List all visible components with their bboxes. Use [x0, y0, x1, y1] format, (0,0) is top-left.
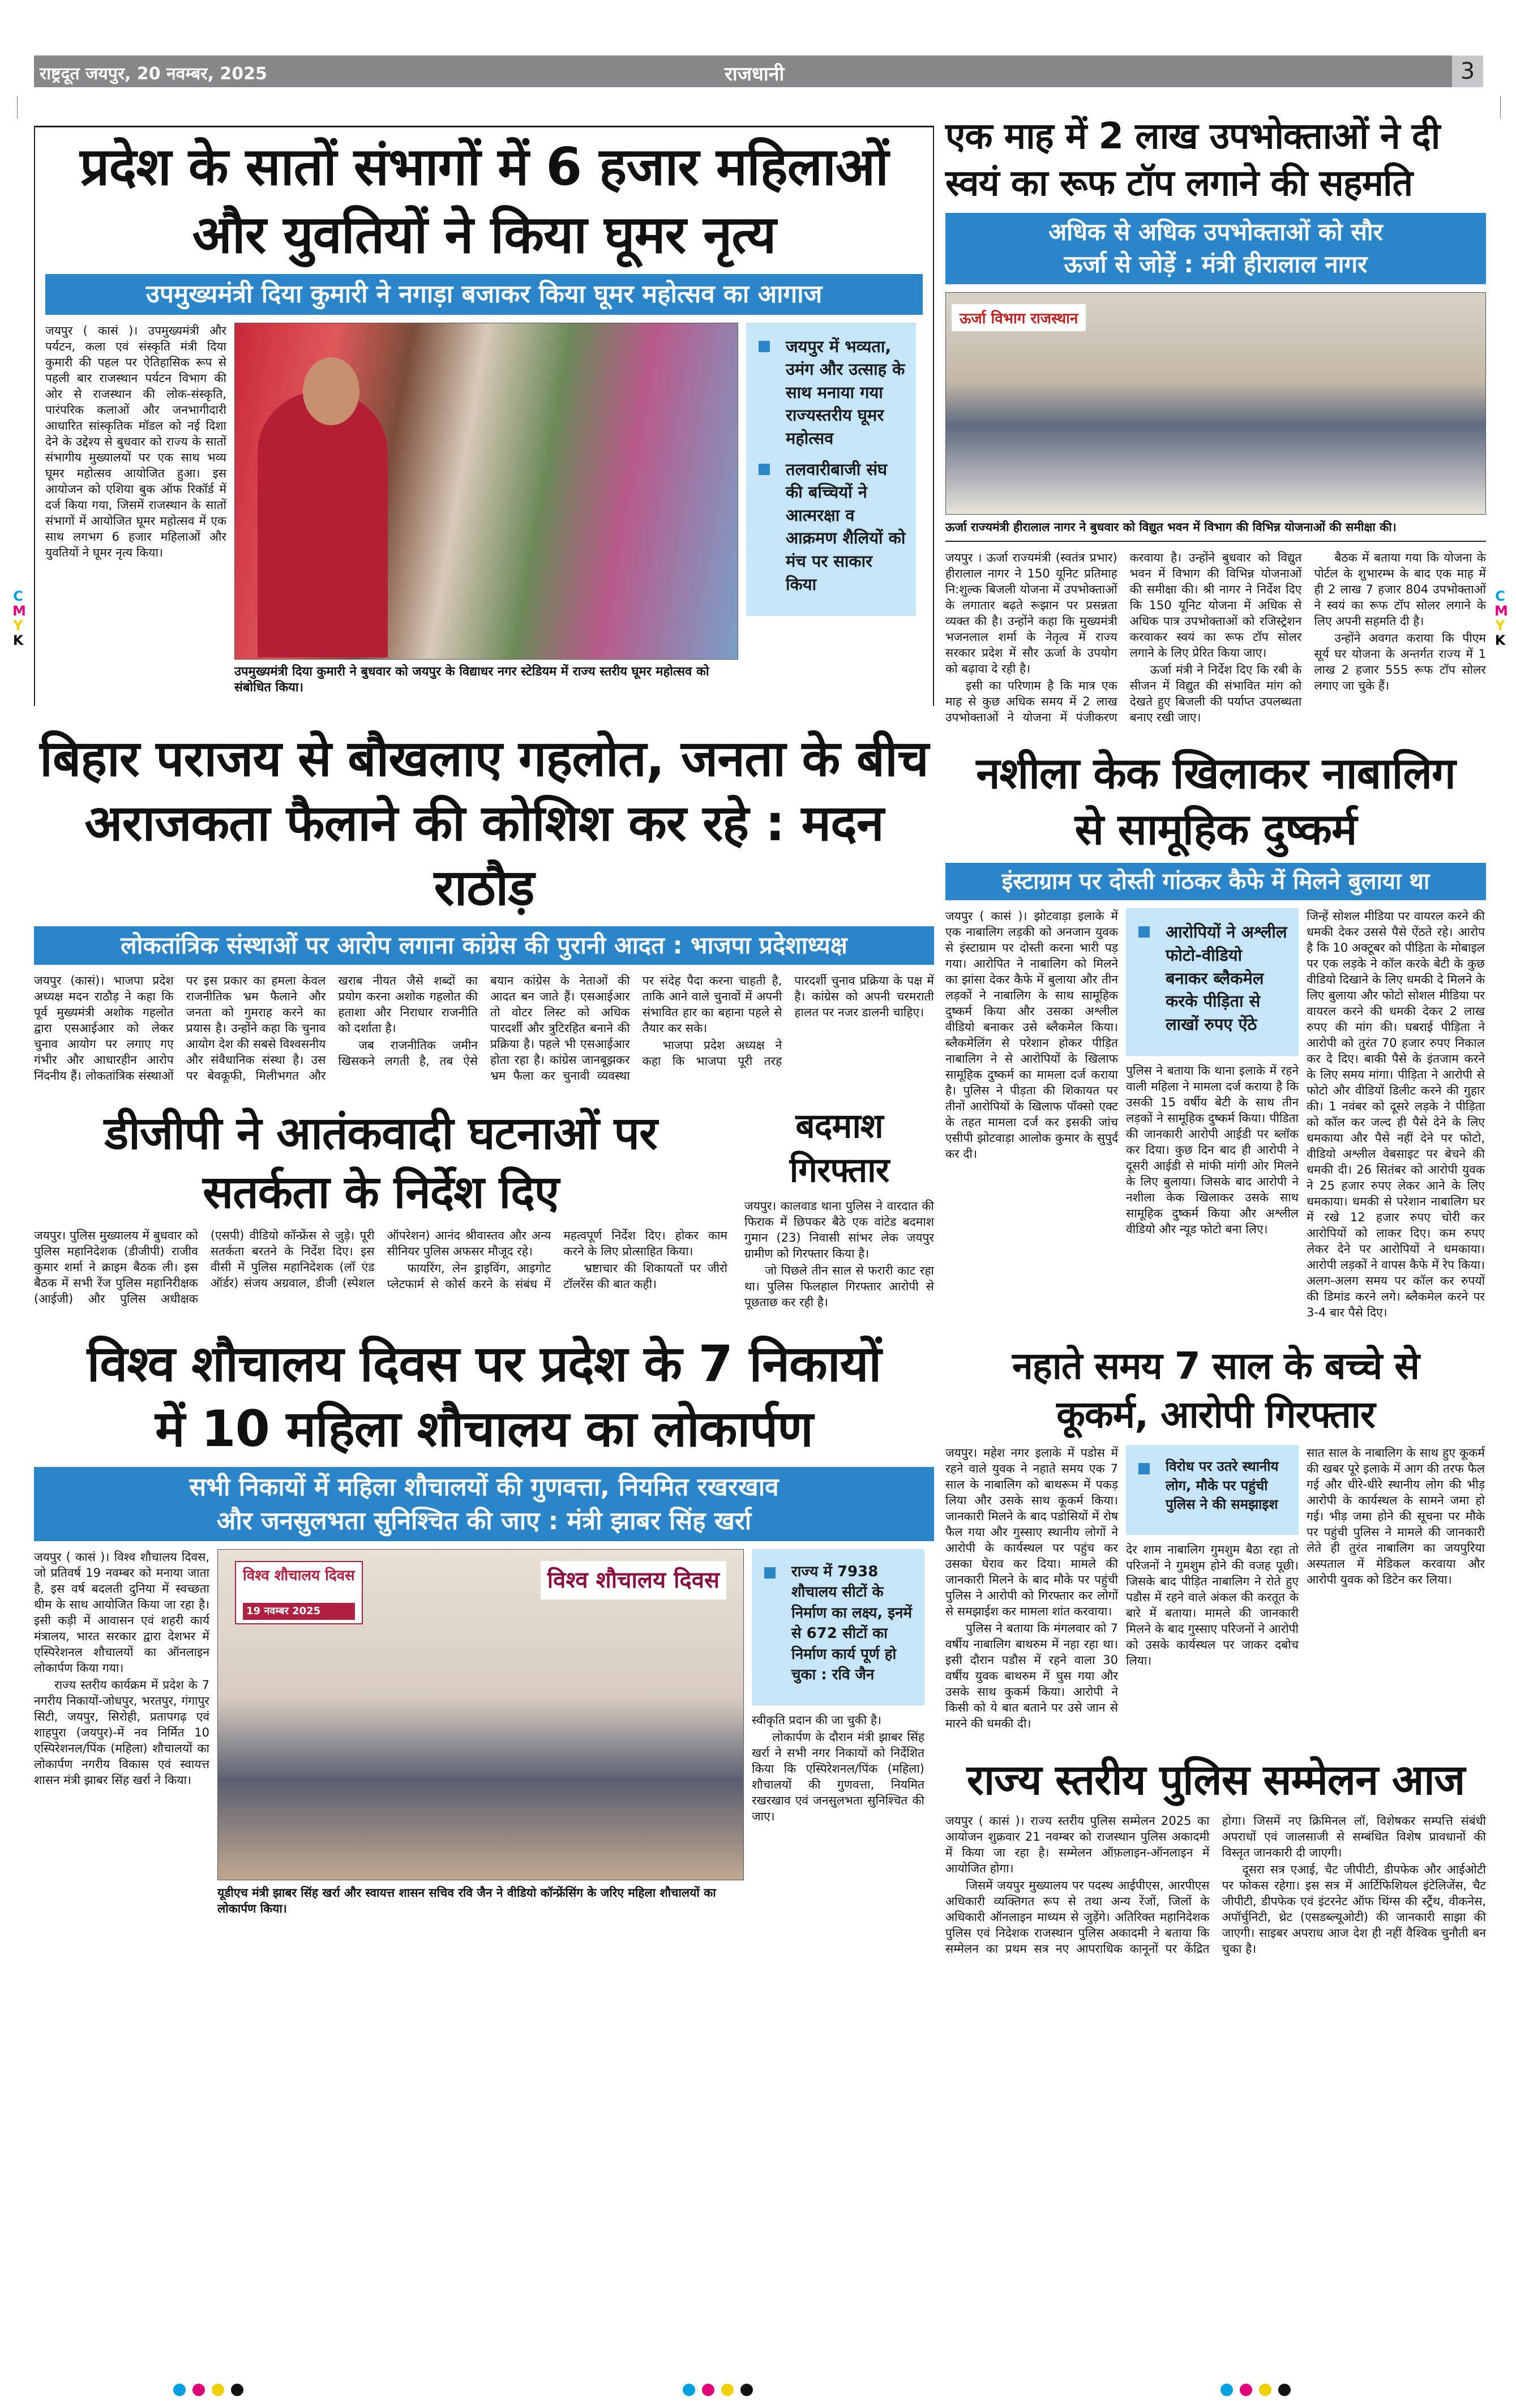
- paragraph: जयपुर ( कासं )। झोटवाड़ा इलाके में एक नाबालिग लड़की को अनजान युवक से इंस्टाग्राम पर दोस्ती करना भारी पड़ गया। आरोपित ने नाबालिग को मिलने का झांसा देकर कैफे में बुलाया और तीन लड़कों ने नाबालिग के साथ सामूहिक दुष्कर्म किया और उसका अश्लील वीडियो बनाकर उसे ब्लैकमेल किया। ब्लैकमेलिंग से परेशान होकर पीड़ित नाबालिग ने से आरोपियों के खिलाफ सामूहिक दुष्कर्म का मामला दर्ज कराया है। पुलिस ने पीड़ता की शिकायत पर तीनों आरोपियों के खिलाफ पॉक्सो एक्ट के तहत मामला दर्ज कर इसकी जांच एसीपी झोटवाड़ा आलोक कुमार के सुपुर्द कर दी।: [945, 909, 1118, 1161]
- photo-banner: ऊर्जा विभाग राजस्थान: [952, 304, 1086, 331]
- police-headline: राज्य स्तरीय पुलिस सम्मेलन आज: [966, 1755, 1465, 1804]
- highlight-item: विरोध पर उतरे स्थानीय लोग, मौके पर पहुंची पुलिस ने की समझाइश: [1166, 1457, 1288, 1515]
- photo-banner: [235, 1561, 363, 1624]
- bihar-story: [34, 726, 934, 1084]
- bihar-subhead: लोकतांत्रिक संस्थाओं पर आरोप लगाना कांग्रेस की पुरानी आदत : भाजपा प्रदेशाध्यक्ष: [34, 926, 934, 965]
- nashila-body-col1: [945, 908, 1118, 1163]
- paragraph: जयपुर ( कासं )। उपमुख्यमंत्री और पर्यटन, कला एवं संस्कृति मंत्री दिया कुमारी की पहल पर ऐतिहासिक रूप से पहली बार राजस्थान पर्यटन विभाग की ओर से राजस्थान की लोक-संस्कृति, पारंपरिक कलाओं और जनभागीदारी आधारित सांस्कृतिक मॉडल को नई दिशा देने के उद्देश्य से बुधवार को राज्य के सातों संभागीय मुख्यालयों पर एक साथ भव्य घूमर महोत्सव आयोजित हुआ। इस आयोजन को एशिया बुक ऑफ रिकॉर्ड में दर्ज किया गया, जिसमें राजस्थान के सातों संभागों में आयोजित घूमर महोत्सव में एक साथ लगभग 6 हजार महिलाओं और युवतियों ने घूमर नृत्य किया।: [45, 323, 226, 559]
- cmyk-y: Y: [1495, 618, 1505, 634]
- paragraph: स्वीकृति प्रदान की जा चुकी है।: [752, 1713, 881, 1727]
- nashila-body-col2: [1126, 1063, 1299, 1237]
- police-story: [945, 1753, 1486, 1957]
- paragraph: जब राजनीतिक जमीन खिसकने लगती है, तब ऐसे बयान कांग्रेस के नेताओं की आदत बन जाते हैं। एसआईआर तो वोटर लिस्ट को अधिक पारदर्शी और त्रुटिरहित बनाने की प्रक्रिया है। पहले भी एसआईआर होता रहा है। कांग्रेस जानबूझकर भ्रम फैला कर चुनावी व्यवस्था पर संदेह पैदा करना चाहती है, ताकि आने वाले चुनावों में अपनी संभावित हार का बहाना पहले से तैयार कर सके।: [338, 974, 782, 1083]
- paragraph: जिन्हें सोशल मीडिया पर वायरल करने की धमकी देकर उससे पैसे ऐंठते रहे। आरोप है कि 10 अक्टूबर को पीड़िता के मोबाइल पर एक लड़के ने कॉल करके बेटी के कुछ वीडियो दिखाने के लिए धमकी दे मिलने के लिए बुलाया और फोटो सोशल मीडिया पर वायरल करने की धमकी देकर 2 लाख रुपए की मांग की। घबराई पीड़िता ने आरोपी को तुरंत 70 हजार रुपए निकाल कर दे दिए। बाकी पैसे के इंतजाम करने के लिए समय मांगा। पीड़िता ने आरोपी से फोटो और वीडियों डिलीट करने की गुहार की। 1 नवंबर को दूसरे लड़के ने पीड़िता को कॉल कर जल्द ही पैसे देने के लिए धमकाया और पैसे नहीं देने पर फोटो, वीडियो अश्लील वेबसाइट पर बेचने की धमकी दी। 26 सितंबर को आरोपी युवक ने 25 हजार रुपए लेकर आने के लिए धमकाया। धमकी से परेशान नाबालिग घर में रखे 12 हजार रुपए चोरी कर आरोपियों को लाकर दिए। कम रुपए लेकर देने पर आरोपियों ने धमकाया। आरोपी लड़कों ने वापस कैफे में रेप किया। अलग-अलग समय पर कॉल कर रुपयों की डिमांड करने लगे। ब्लैकमेल करने पर 3-4 बार पैसे दिए।: [1307, 909, 1485, 1320]
- toilet-subhead: [34, 1467, 934, 1541]
- paragraph: बैठक में बताया गया कि योजना के पोर्टल के शुभारम्भ के बाद एक माह में ही 2 लाख 7 हजार 804 उपभोक्ताओं ने स्वयं का रूफ टॉप सोलर लगाने के लिए अपनी सहमति दी है।: [1314, 550, 1486, 628]
- headline-line: स्वयं का रूफ टॉप लगाने की सहमति: [945, 162, 1413, 205]
- left-column: [34, 126, 934, 1937]
- toilet-photo-caption: यूडीएच मंत्री झाबर सिंह खर्रा और स्वायत्त शासन सचिव रवि जैन ने वीडियो कॉन्फ्रेंसिंग के जरिए महिला शौचालयों का लोकार्पण किया।: [217, 1886, 716, 1915]
- nahate-middle-col: [1126, 1445, 1299, 1670]
- nahate-body-col2: [1126, 1542, 1299, 1669]
- crop-mark: [17, 96, 18, 119]
- person-face: [303, 357, 359, 425]
- toilet-body-right: [752, 1712, 924, 1824]
- ghoomar-headline: [45, 133, 923, 268]
- paragraph: उन्होंने अवगत कराया कि पीएम सूर्य घर योजना के अन्तर्गत राज्य में 1 लाख 2 हजार 555 रूफ टॉप सोलर लगाए जा चुके हैं।: [1314, 631, 1486, 692]
- paragraph: राज्य स्तरीय कार्यक्रम में प्रदेश के 7 नगरीय निकायों-जोधपुर, भरतपुर, गंगापुर सिटी, जयपुर, सिरोही, प्रतापगढ़ एवं शाहपुरा (जयपुर)-में नव निर्मित 10 एस्पिरेशनल/पिंक (महिला) शौचालयों का लोकार्पण नगरीय विकास एवं स्वायत्त शासन मंत्री झाबर सिंह खर्रा ने किया।: [34, 1678, 209, 1787]
- nahate-story: [945, 1342, 1486, 1733]
- paragraph: फायरिंग, लेन ड्राइविंग, आइगोट प्लेटफार्म से कोर्स करने के संबंध में महत्वपूर्ण निर्देश दिए। होकर काम करने के लिए प्रोत्साहित किया।: [387, 1229, 727, 1291]
- nahate-highlight-box: [1126, 1445, 1299, 1535]
- urja-meeting-photo: [945, 292, 1486, 515]
- toilet-headline: [34, 1332, 934, 1461]
- badmash-body: [744, 1198, 934, 1310]
- nahate-body-col1: [945, 1445, 1118, 1733]
- headline-line: प्रदेश के सातों संभागों में 6 हजार महिलाओं: [80, 136, 888, 197]
- ghoomar-photo: [234, 323, 738, 660]
- page-header-bar: [34, 55, 1452, 87]
- paragraph: जयपुर ( कासं )। राज्य स्तरीय पुलिस सम्मेलन 2025 का आयोजन शुक्रवार 21 नवम्बर को राजस्थान पुलिस अकादमी में किया जा रहा है। सम्मेलन ऑफ़लाइन-ऑनलाइन में आयोजित होगा।: [945, 1814, 1210, 1876]
- badmash-headline: बदमाश गिरफ्तार: [789, 1106, 889, 1191]
- nashila-middle-col: [1126, 908, 1299, 1238]
- dgp-headline: डीजीपी ने आतंकवादी घटनाओं पर सतर्कता के निर्देश दिए: [104, 1107, 657, 1219]
- paragraph: सात साल के नाबालिग के साथ हुए कूकर्म की खबर पूरे इलाके में आग की तरफ फैल गई और धीरे-धीरे स्थानीय लोग की भीड़ आरोपी के कार्यस्थल के सामने जमा हो गई। भीड़ जमा होने की सूचना पर मौके पर पहुंची पुलिस ने मामले की जानकारी लेते ही तुरंत नाबालिग का जयपुरिया अस्पताल में मेडिकल करवाया और आरोपी युवक को डिटेन कर लिया।: [1307, 1445, 1485, 1586]
- crop-mark: [1500, 96, 1501, 119]
- cmyk-c: C: [13, 588, 23, 604]
- ghoomar-highlights-box: [746, 323, 916, 617]
- toilet-right-col: [752, 1549, 924, 1825]
- cmyk-m: M: [12, 603, 26, 619]
- nahate-body-col3: [1307, 1445, 1485, 1589]
- headline-line: नहाते समय 7 साल के बच्चे से: [1012, 1344, 1419, 1388]
- nashila-subhead: इंस्टाग्राम पर दोस्ती गांठकर कैफे में मिलने बुलाया था: [945, 863, 1486, 900]
- paragraph: जयपुर। महेश नगर इलाके में पडोस में रहने वाले युवक ने नहाते समय एक 7 साल के नाबालिग को बाथरूम में पकड़ लिया और उसके साथ कूकर्म किया। जानकारी मिलने के बाद पडोसियों में रोष फैल गया और गुस्साए स्थानीय लोगों ने आरोपी के कार्यस्थल पर पहुंच कर उसका घेराव कर दिया। मामले की जानकारी मिलने के बाद मौके पर पहुंची पुलिस ने आरोपी को गिरफ्तार कर लोगों से समझाईश कर मामला शांत करवाया।: [945, 1445, 1118, 1618]
- ghoomar-photo-caption: उपमुख्यमंत्री दिया कुमारी ने बुधवार को जयपुर के विद्याधर नगर स्टेडियम में राज्य स्तरीय घूमर महोत्सव को संबोधित किया।: [234, 664, 709, 695]
- paragraph: जयपुर ( कासं )। विश्व शौचालय दिवस, जो प्रतिवर्ष 19 नवम्बर को मनाया जाता है, इस वर्ष बदलती दुनिया में स्वच्छता थीम के साथ आयोजित किया जा रहा है। इसी कड़ी में आवासन एवं शहरी कार्य मंत्रालय, भारत सरकार द्वारा देशभर में एस्पिरेशनल शौचालयों का ऑनलाइन लोकार्पण किया गया।: [34, 1550, 209, 1675]
- dgp-body: [34, 1227, 727, 1307]
- urja-photo-caption: ऊर्जा राज्यमंत्री हीरालाल नागर ने बुधवार को विद्युत भवन में विभाग की विभिन्न योजनाओं की समीक्षा की।: [945, 520, 1397, 534]
- nahate-headline: [945, 1342, 1486, 1439]
- subhead-line: ऊर्जा से जोड़ें : मंत्री हीरालाल नागर: [1064, 250, 1368, 279]
- headline-line: और युवतियों ने किया घूमर नृत्य: [192, 204, 776, 265]
- paragraph: इसी का परिणाम है कि मात्र एक माह से कुछ अधिक समय में 2 लाख उपभोक्ताओं ने योजना में पंजीकरण करवाया है। उन्होंने बुधवार को विद्युत भवन में विभाग की विभिन्न योजनाओं की समीक्षा की। श्री नागर ने निर्देश दिए कि 150 यूनिट योजना में अधिक से अधिक पात्र उपभोक्ताओं को रजिस्ट्रेशन करवाकर स्वयं का रूफ टॉप सोलर लगाने के लिए प्रेरित किया जाए।: [945, 550, 1302, 724]
- cmyk-y: Y: [13, 618, 23, 634]
- toilet-highlight-box: [752, 1549, 924, 1705]
- paragraph: जयपुर। पुलिस मुख्यालय में बुधवार को पुलिस महानिदेशक (डीजीपी) राजीव कुमार शर्मा ने क्राइम बैठक ली। इस बैठक में सभी रेंज पुलिस महानिरीक्षक (आईजी) और पुलिस अधीक्षक (एसपी) वीडियो कॉन्फ्रेंस से जुड़े। पूरी सतर्कता बरतने के निर्देश दिए। इस वीसी में पुलिस महानिदेशक (लॉ एंड ऑर्डर) संजय अग्रवाल, डीजी (स्पेशल ऑपरेशन) आनंद श्रीवास्तव और अन्य सीनियर पुलिस अफसर मौजूद रहे।: [34, 1229, 551, 1306]
- toilet-body-col1: [34, 1549, 209, 1789]
- urja-story: [945, 113, 1486, 725]
- highlight-item: आरोपियों ने अश्लील फोटो-वीडियो बनाकर ब्लैकमेल करके पीड़िता से लाखों रुपए ऐंठे: [1166, 921, 1288, 1036]
- headline-line: में 10 महिला शौचालय का लोकार्पण: [155, 1399, 813, 1458]
- toilet-event-photo: [217, 1549, 744, 1880]
- paragraph: लोकार्पण के दौरान मंत्री झाबर सिंह खर्रा ने सभी नगर निकायों को निर्देशित किया कि एस्पिरेशनल/पिंक (महिला) शौचालयों की गुणवत्ता, नियमित रखरखाव एवं जनसुलभता सुनिश्चित की जाए।: [752, 1730, 924, 1824]
- headline-line: से सामूहिक दुष्कर्म: [1074, 803, 1357, 854]
- header-date-line: राष्ट्रदूत जयपुर, 20 नवम्बर, 2025: [40, 64, 267, 84]
- photo-banner: विश्व शौचालय दिवस: [541, 1561, 726, 1599]
- dgp-story: [34, 1104, 727, 1307]
- police-body: [945, 1813, 1486, 1957]
- ghoomar-subhead: उपमुख्यमंत्री दिया कुमारी ने नगाड़ा बजाकर किया घूमर महोत्सव का आगाज: [45, 274, 923, 314]
- registration-dots-right: [1217, 2384, 1294, 2398]
- paragraph: जो पिछले तीन साल से फरारी काट रहा था। पुलिस फिलहाल गिरफ्तार आरोपी से पूछताछ कर रही है।: [744, 1264, 934, 1310]
- subhead-line: सभी निकायों में महिला शौचालयों की गुणवत्ता, नियमित रखरखाव: [189, 1473, 779, 1502]
- subhead-line: और जनसुलभता सुनिश्चित की जाए : मंत्री झाबर सिंह खर्रा: [216, 1506, 752, 1536]
- paragraph: पुलिस ने बताया कि थाना इलाके में रहने वाली महिला ने मामला दर्ज कराया है कि उसकी 15 वर्षीय बेटी के साथ तीन लड़कों ने सामूहिक दुष्कर्म किया। पीडिता की जानकारी आरोपी आईडी पर ब्लॉक कर दिया। कुछ दिन बाद ही आरोपी ने दूसरी आईडी से मांफी मांगी ओर मिलने के लिए बुलाया। जिसके बाद आरोपी ने नशीला केक खिलाकर उसके साथ सामूहिक दुष्कर्म किया और अश्लील वीडियो और न्यूड फोटो बना लिए।: [1126, 1064, 1299, 1237]
- banner-text: विश्व शौचालय दिवस: [243, 1567, 355, 1584]
- ghoomar-story: [34, 126, 934, 706]
- paragraph: पुलिस ने बताया कि मंगलवार को 7 वर्षीय नाबालिग बाथरुम में नहा रहा था। इसी दौरान पडौस में रहने वाला 30 वर्षीय युवक बाथरुम में घुस गया और उसके साथ कुकर्म किया। आरोपी ने किसी को ये बात बताने पर उसे जान से मारने की धमकी दी।: [945, 1621, 1118, 1730]
- paragraph: दूसरा सत्र एआई, चैट जीपीटी, डीपफेक और आईओटी पर फोकस रहेगा। इस सत्र में आर्टिफिशियल इंटेलिजेंस, चैट जीपीटी, डीपफेक एवं इंटरनेट ऑफ थिंग्स की स्ट्रैंथ, वीकनेस, अपॉर्चुनिटी, थ्रेट (एसडब्ल्यूओटी) की जानकारी साझा की जाएगी। साइबर अपराध आज देश ही नहीं वैश्विक चुनौती बन चुका है।: [1222, 1863, 1486, 1956]
- paragraph: जयपुर। कालवाड थाना पुलिस ने वारदात की फिराक में छिपकर बैठे एक वांटेड बदमाश गुमान (23) निवासी सांभर लेक जयपुर ग्रामीण को गिरफ्तार किया है।: [744, 1199, 934, 1261]
- divider: [945, 541, 1486, 542]
- dgp-badmash-row: [34, 1104, 934, 1311]
- paragraph: भ्रष्टाचार की शिकायतों पर जीरो टॉलरेंस की बात कही।: [563, 1261, 727, 1291]
- toilet-story: [34, 1332, 934, 1917]
- headline-line: नशीला केक खिलाकर नाबालिग: [976, 747, 1455, 798]
- cmyk-k: K: [1494, 632, 1506, 648]
- nashila-story: [945, 746, 1486, 1322]
- headline-line: विश्व शौचालय दिवस पर प्रदेश के 7 निकायों: [87, 1335, 881, 1393]
- ghoomar-photo-block: [234, 323, 738, 696]
- person-figure: [258, 391, 388, 657]
- highlight-item: तलवारीबाजी संघ की बच्चियों ने आत्मरक्षा व आक्रमण शैलियों को मंच पर साकार किया: [786, 458, 906, 596]
- registration-dots-center: [679, 2384, 756, 2398]
- page-number: 3: [1452, 55, 1483, 87]
- ghoomar-body-col1: [45, 323, 226, 562]
- paragraph: जिसमें जयपुर मुख्यालय पर पदस्थ आईपीएस, आरपीएस अधिकारी व्यक्तिगत रूप से तथा अन्य रेंजों, जिलों के अधिकारी ऑनलाइन माध्यम से जुड़ेंगे। अतिरिक्त महानिदेशक पुलिस एवं निदेशक राजस्थान पुलिस अकादमी ने बताया कि सम्मेलन का प्रथम सत्र नए आपराधिक कानूनों पर केंद्रित होगा। जिसमें नए क्रिमिनल लॉ, विशेषकर सम्पत्ति संबंधी अपराधों एवं जालसाजी से सम्बंधित विशेष प्रावधानों की विस्तृत जानकारी दी जाएगी।: [945, 1814, 1486, 1956]
- headline-line: कूकर्म, आरोपी गिरफ्तार: [1056, 1393, 1375, 1437]
- cmyk-k: K: [12, 632, 24, 648]
- nashila-body-col3: [1307, 908, 1485, 1321]
- header-section-name: राजधानी: [725, 63, 785, 85]
- badmash-story: [744, 1104, 934, 1311]
- headline-line: एक माह में 2 लाख उपभोक्ताओं ने दी: [945, 116, 1440, 157]
- toilet-photo-block: [217, 1549, 744, 1917]
- bihar-headline: [34, 726, 934, 921]
- bihar-body: [34, 973, 934, 1084]
- urja-headline: [945, 113, 1486, 207]
- banner-date: 19 नवम्बर 2025: [243, 1603, 355, 1619]
- urja-body: [945, 550, 1486, 725]
- paragraph: भाजपा प्रदेश अध्यक्ष ने कहा कि भाजपा पूरी तरह पारदर्शी चुनाव प्रक्रिया के पक्ष में है। कांग्रेस को अपनी चरमराती हालत पर नजर डालनी चाहिए।: [642, 974, 934, 1068]
- cmyk-marker-right: [1494, 589, 1506, 648]
- registration-dots-left: [170, 2384, 247, 2398]
- cmyk-marker-left: [12, 589, 24, 648]
- paragraph: देर शाम नाबालिग गुमशुम बैठा रहा तो परिजनों ने गुमशुम होने की वजह पूछी। जिसके बाद पीड़ित नाबालिग ने रोते हुए पडौस में रहने वाले अंकल की करतूत के बारे में बताया। मामले की जानकारी मिलने के बाद गुस्साए परिजनों ने आरोपी को उसके कार्यस्थल पर जाकर दबोच लिया।: [1126, 1542, 1299, 1667]
- headline-line: अराजकता फैलाने की कोशिश कर रहे : मदन राठौड़: [84, 793, 884, 917]
- headline-line: बिहार पराजय से बौखलाए गहलोत, जनता के बीच: [40, 729, 928, 788]
- urja-subhead: [945, 213, 1486, 284]
- paragraph: जयपुर । ऊर्जा राज्यमंत्री (स्वतंत्र प्रभार) हीरालाल नागर ने 150 यूनिट प्रतिमाह नि:शुल्क बिजली योजना में उपभोक्ताओं के लगातार बढ़ते रूझान पर प्रसन्नता व्यक्त की है। उन्होंने कहा कि मुख्यमंत्री भजनलाल शर्मा के नेतृत्व में राज्य सरकार प्रदेश में सौर ऊर्जा के उपयोग को बढ़ावा दे रही है।: [945, 550, 1117, 675]
- cmyk-m: M: [1494, 603, 1508, 619]
- subhead-line: अधिक से अधिक उपभोक्ताओं को सौर: [1048, 218, 1383, 246]
- nashila-highlight-box: [1126, 908, 1299, 1056]
- cmyk-c: C: [1495, 588, 1505, 604]
- highlight-item: जयपुर में भव्यता, उमंग और उत्साह के साथ मनाया गया राज्यस्तरीय घूमर महोत्सव: [786, 335, 906, 450]
- paragraph: ऊर्जा मंत्री ने निर्देश दिए कि रबी के सीजन में विद्युत की संभावित मांग को देखते हुए बिजली की पर्याप्त उपलब्धता बनाए रखी जाए।: [1129, 662, 1302, 724]
- highlight-item: राज्य में 7938 शौचालय सीटों के निर्माण का लक्ष्य, इनमें से 672 सीटों का निर्माण कार्य पूर्ण हो चुका : रवि जैन: [791, 1562, 914, 1685]
- right-column: [945, 113, 1486, 1978]
- paragraph: जयपुर (कासं)। भाजपा प्रदेश अध्यक्ष मदन राठौड़ ने कहा कि पूर्व मुख्यमंत्री अशोक गहलोत द्वारा एसआईआर को लेकर चुनाव आयोग पर लगाए गए गंभीर और आधारहीन आरोप निंदनीय हैं। लोकतांत्रिक संस्थाओं पर इस प्रकार का हमला केवल राजनीतिक भ्रम फैलाने और जनता को गुमराह करने का प्रयास है। उन्होंने कहा कि चुनाव आयोग देश की सबसे विश्वसनीय और संवैधानिक संस्था है। उस पर बेवकूफी, मिलीभगत और खराब नीयत जैसे शब्दों का प्रयोग करना अशोक गहलोत की हताशा और निराधार राजनीति को दर्शाता है।: [34, 974, 478, 1083]
- nashila-headline: [945, 746, 1486, 858]
